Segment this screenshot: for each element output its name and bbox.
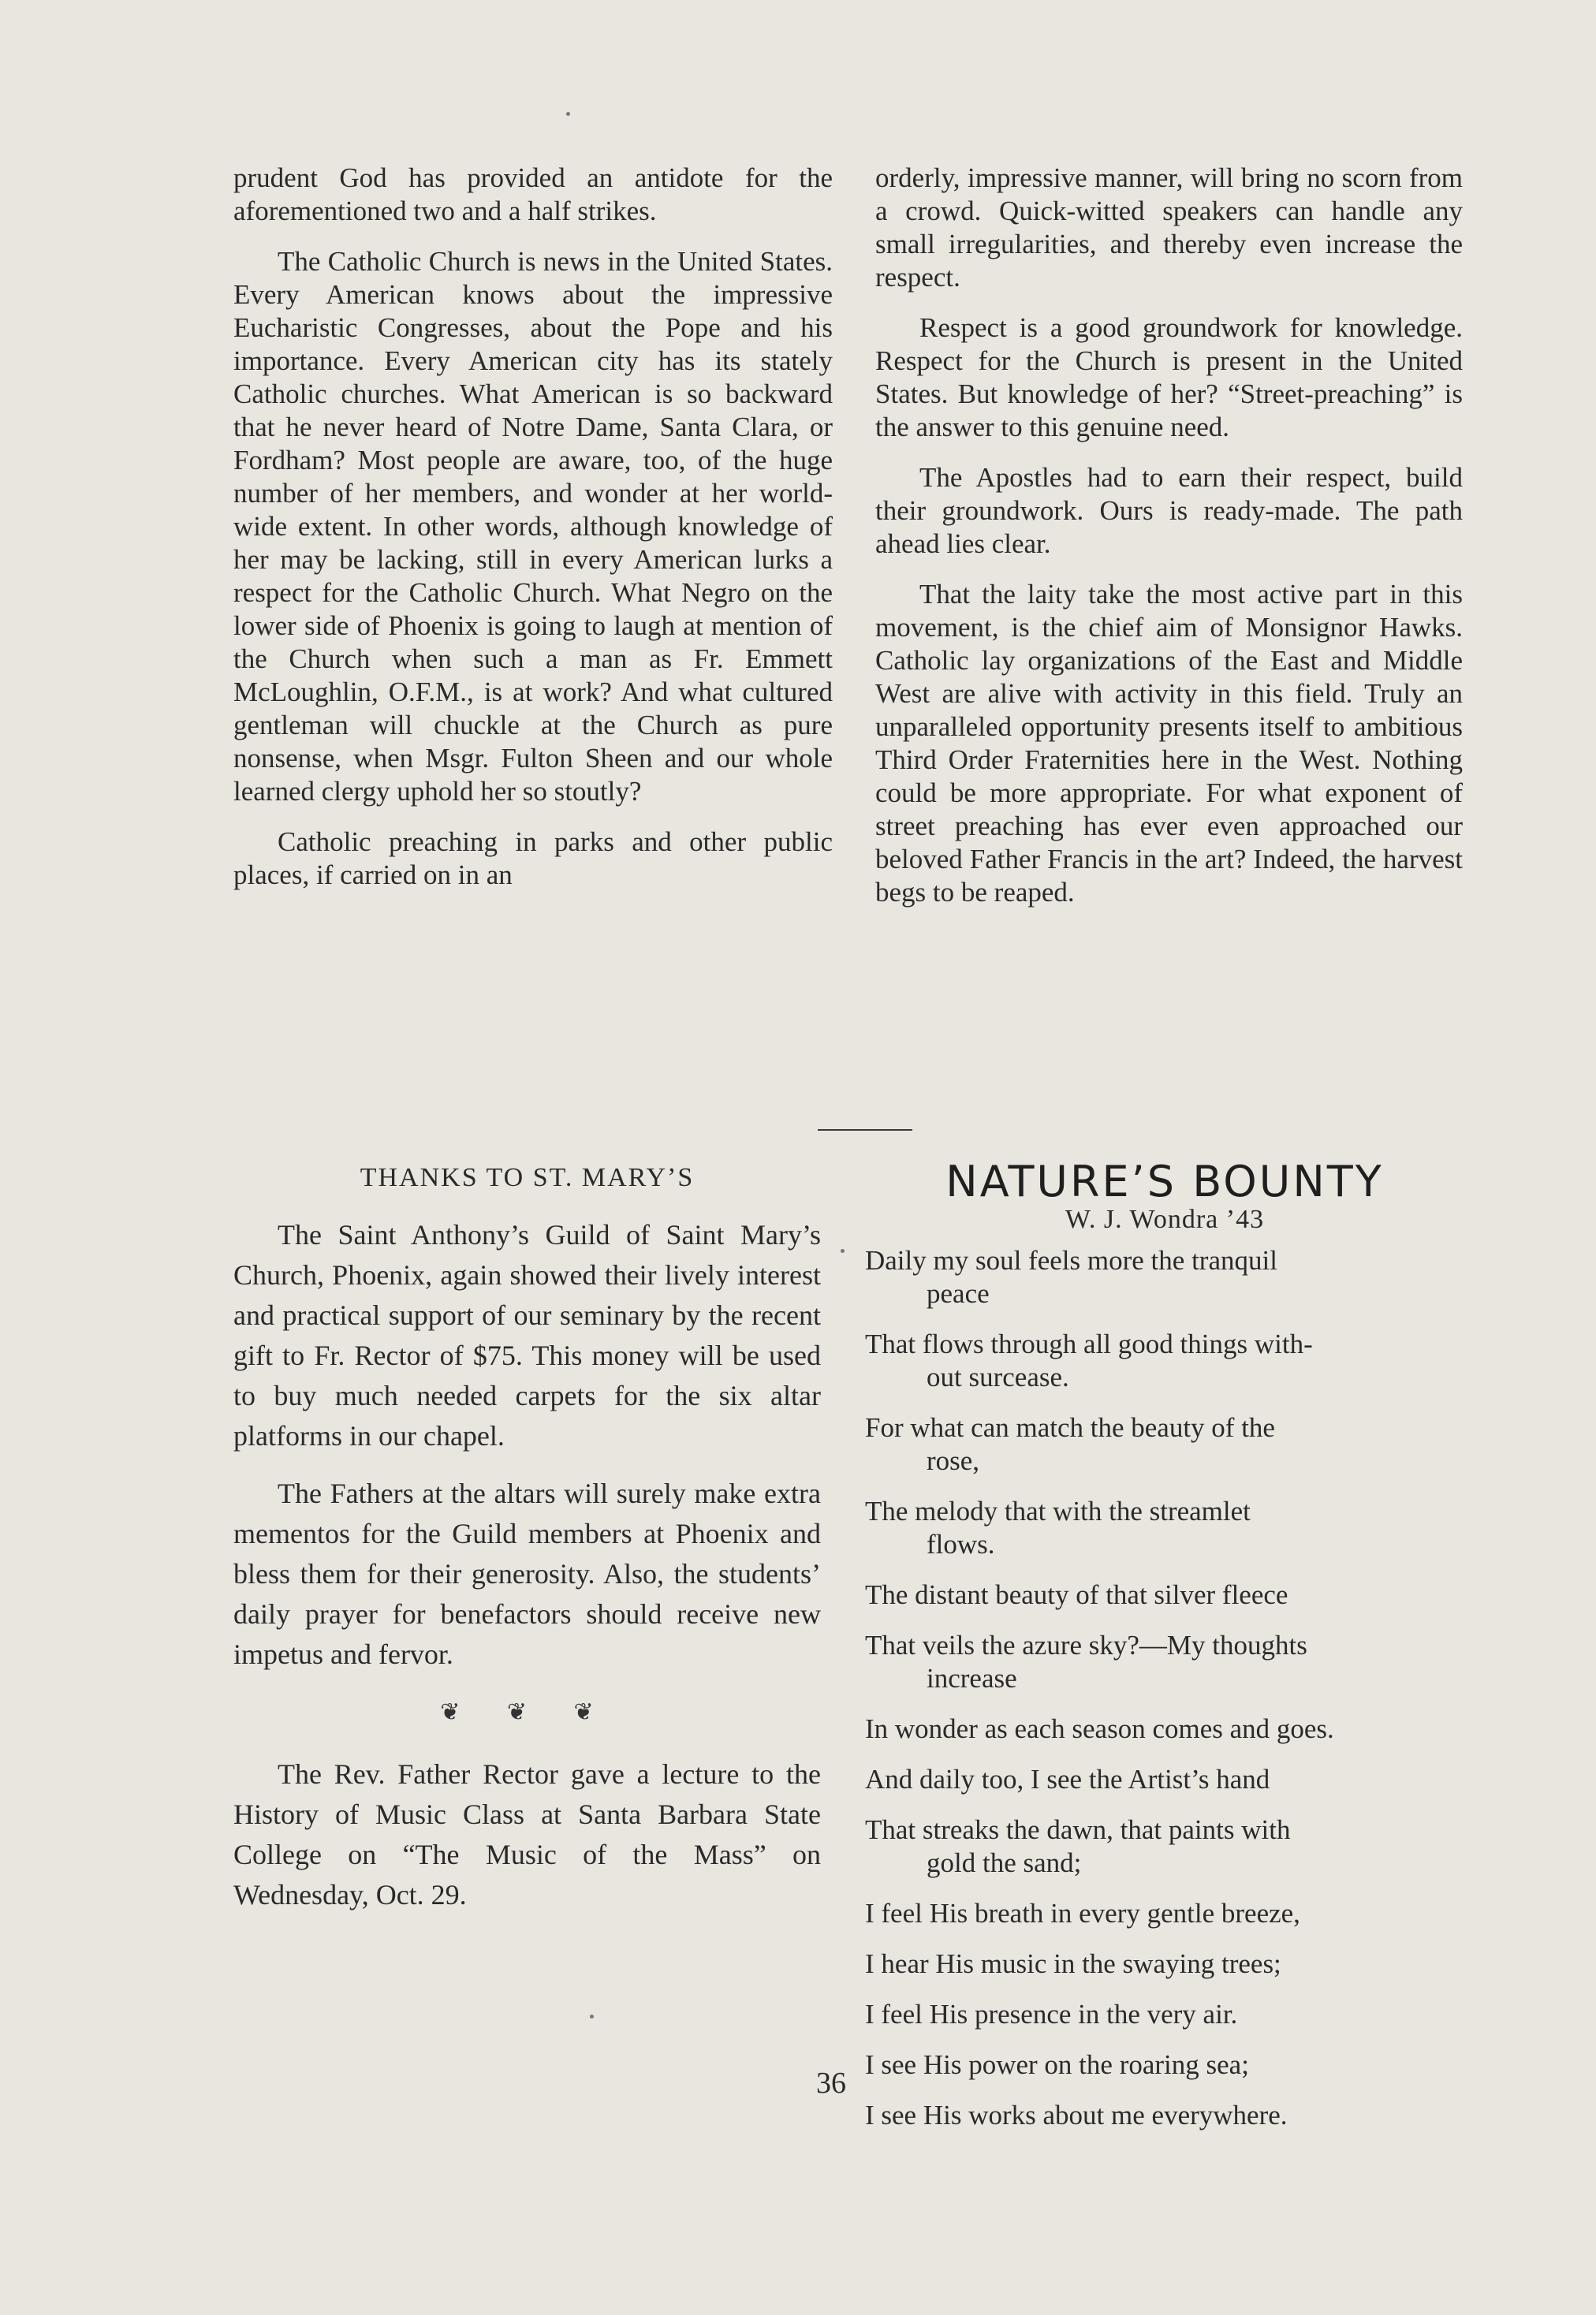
poem-line — [865, 1814, 1464, 1880]
poem-line — [865, 1629, 1464, 1695]
poem-line-text: That flows through all good things with- — [865, 1329, 1313, 1359]
poem-line-continuation: gold the sand; — [927, 1847, 1082, 1878]
poem-line-text: Daily my soul feels more the tranquil — [865, 1245, 1277, 1276]
poem-line-text: I feel His breath in every gentle breeze, — [865, 1898, 1300, 1929]
paragraph: The Fathers at the altars will surely make extra mementos for the Guild members at Phoenix and bless them for their generosity. Also, the students’ daily prayer for benefactors should receive new impetus and fervor. — [233, 1478, 821, 1670]
paragraph: The Catholic Church is news in the United States. Every American knows about the impressive Eucharistic Congresses, about the Pope and his importance. Every American city has its stately Catholic churches. What American is so backward that he never heard of Notre Dame, Santa Clara, or Fordham? Most people are aware, too, of the huge number of her members, and wonder at her world-wide extent. In other words, although knowledge of her may be lacking, still in every American lurks a respect for the Catholic Church. What Negro on the lower side of Phoenix is going to laugh at mention of the Church when such a man as Fr. Emmett McLoughlin, O.F.M., is at work? And what cultured gentleman will chuckle at the Church as pure nonsense, when Msgr. Fulton Sheen and our whole learned clergy uphold her so stoutly? — [233, 246, 833, 807]
paper-speck — [566, 112, 570, 116]
poem-line-text: I see His power on the roaring sea; — [865, 2049, 1249, 2080]
poem-line-text: For what can match the beauty of the — [865, 1412, 1275, 1443]
poem-author: W. J. Wondra ’43 — [1065, 1205, 1265, 1234]
page-number: 36 — [816, 2067, 846, 2100]
poem-line-text: I see His works about me everywhere. — [865, 2100, 1288, 2130]
paper-speck — [841, 1249, 845, 1253]
poem-line-continuation: peace — [927, 1278, 990, 1309]
poem-line-text: In wonder as each season comes and goes. — [865, 1713, 1334, 1744]
poem-line — [865, 1411, 1464, 1478]
poem-line-text: The distant beauty of that silver fleece — [865, 1579, 1288, 1610]
poem-line-text: I hear His music in the swaying trees; — [865, 1948, 1281, 1979]
poem-line — [865, 2048, 1464, 2082]
poem-line-text: I feel His presence in the very air. — [865, 1999, 1238, 2030]
poem-body — [865, 1244, 1464, 2132]
left-column-bottom — [233, 1158, 821, 1933]
poem-line-text: That streaks the dawn, that paints with — [865, 1814, 1291, 1845]
poem-line-continuation: flows. — [927, 1529, 995, 1560]
section-divider — [818, 1129, 912, 1131]
poem-title: NATURE’S BOUNTY — [945, 1157, 1384, 1206]
poem-line — [865, 1948, 1464, 1981]
paragraph: orderly, impressive manner, will bring no scorn from a crowd. Quick-witted speakers can handle any small irregularities, and thereby even increase the respect. — [875, 162, 1463, 293]
right-column-top — [875, 162, 1463, 926]
poem-line — [865, 1713, 1464, 1746]
paragraph: The Apostles had to earn their respect, build their groundwork. Ours is ready-made. The path ahead lies clear. — [875, 462, 1463, 559]
poem-line — [865, 1495, 1464, 1561]
poem-line — [865, 1328, 1464, 1394]
paragraph: That the laity take the most active part in this movement, is the chief aim of Monsignor Hawks. Catholic lay organizations of the East and Middle West are alive with activity in this field. Truly an unparalleled opportunity presents itself to ambitious Third Order Fraternities here in the West. Nothing could be more appropriate. For what exponent of street preaching has ever even approached our beloved Father Francis in the art? Indeed, the harvest begs to be reaped. — [875, 579, 1463, 908]
poem-line-continuation: increase — [927, 1663, 1017, 1694]
poem-line-text: And daily too, I see the Artist’s hand — [865, 1764, 1270, 1795]
poem-line — [865, 2099, 1464, 2132]
poem-line-continuation: out surcease. — [927, 1362, 1069, 1392]
poem-line — [865, 1763, 1464, 1796]
section-heading: THANKS TO ST. MARY’S — [360, 1163, 695, 1192]
paragraph: The Rev. Father Rector gave a lecture to the History of Music Class at Santa Barbara State College on “The Music of the Mass” on Wednesday, Oct. 29. — [233, 1758, 821, 1911]
poem-line — [865, 1897, 1464, 1930]
poem-line — [865, 1579, 1464, 1612]
paragraph: prudent God has provided an antidote for the aforementioned two and a half strikes. — [233, 162, 833, 226]
poem-line-text: That veils the azure sky?—My thoughts — [865, 1630, 1307, 1661]
left-column-top — [233, 162, 833, 909]
paragraph: Respect is a good groundwork for knowledge. Respect for the Church is present in the United States. But knowledge of her? “Street-preaching” is the answer to this genuine need. — [875, 312, 1463, 442]
poem-line-text: The melody that with the streamlet — [865, 1496, 1251, 1527]
poem-column — [865, 1157, 1464, 2149]
paragraph: Catholic preaching in parks and other public places, if carried on in an — [233, 826, 833, 890]
poem-line — [865, 1998, 1464, 2031]
paper-speck — [590, 2015, 594, 2019]
paragraph: The Saint Anthony’s Guild of Saint Mary’s Church, Phoenix, again showed their lively interest and practical support of our seminary by the recent gift to Fr. Rector of $75. This money will be used to buy much needed carpets for the six altar platforms in our chapel. — [233, 1219, 821, 1452]
poem-line-continuation: rose, — [927, 1445, 980, 1476]
ornament-divider: ❦ ❦ ❦ — [440, 1699, 614, 1725]
poem-line — [865, 1244, 1464, 1310]
